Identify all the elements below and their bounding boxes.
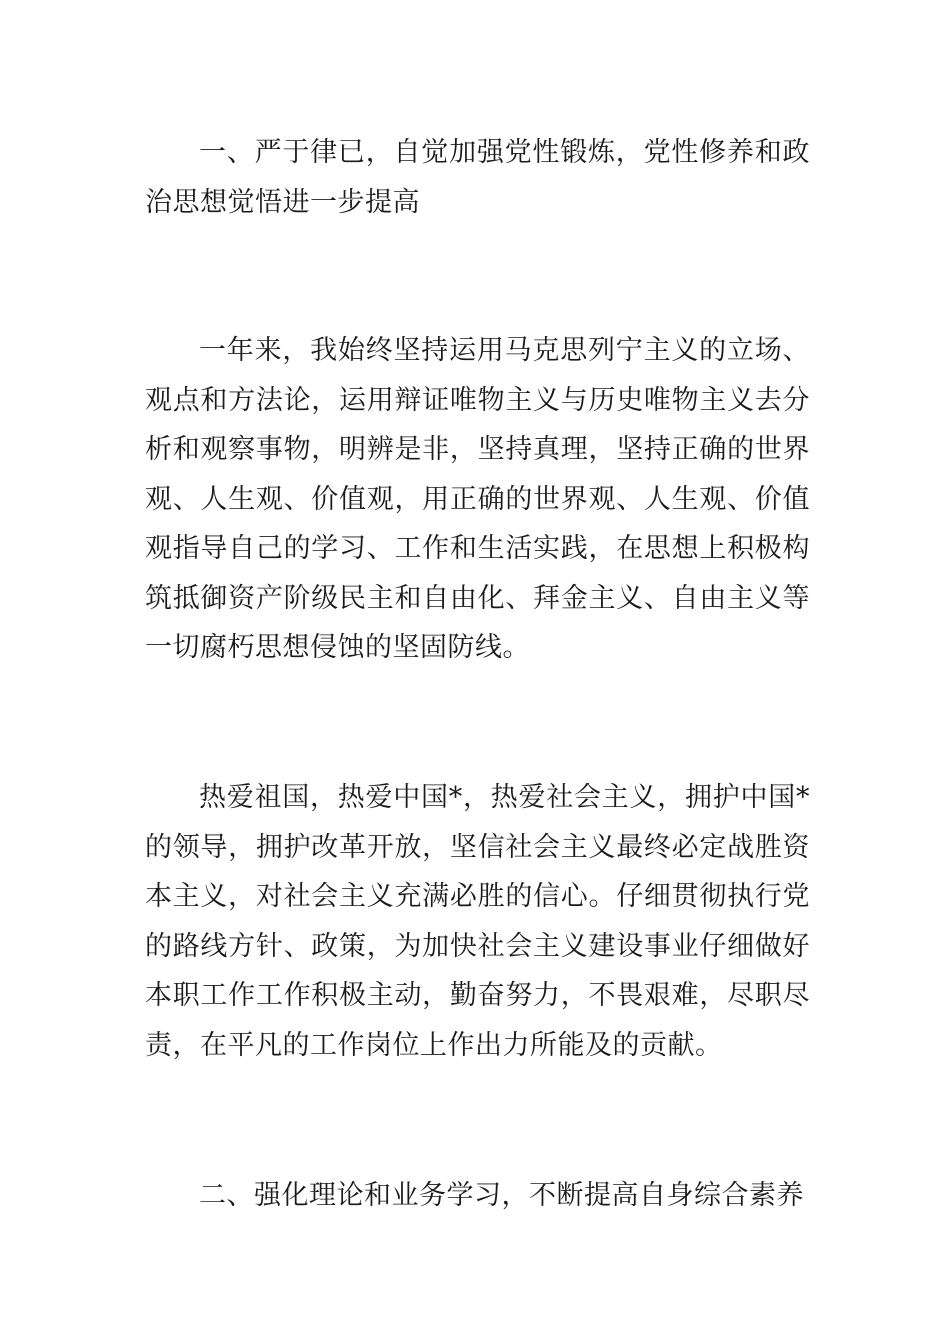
body-paragraph-1: 一年来，我始终坚持运用马克思列宁主义的立场、观点和方法论，运用辩证唯物主义与历史唯物主义去分析和观察事物，明辨是非，坚持真理，坚持正确的世界观、人生观、价值观，用正确的世界观、人生观、价值观指导自己的学习、工作和生活实践，在思想上积极构筑抵御资产阶级民主和自由化、拜金主义、自由主义等一切腐朽思想侵蚀的坚固防线。 xyxy=(145,335,810,663)
body-paragraph-2: 热爱祖国，热爱中国*，热爱社会主义，拥护中国*的领导，拥护改革开放，坚信社会主义最终必定战胜资本主义，对社会主义充满必胜的信心。仔细贯彻执行党的路线方针、政策，为加快社会主义建设事业仔细做好本职工作工作积极主动，勤奋努力，不畏艰难，尽职尽责，在平凡的工作岗位上作出力所能及的贡献。 xyxy=(145,782,810,1061)
section-heading-1: 一、严于律已，自觉加强党性锻炼，党性修养和政治思想觉悟进一步提高 xyxy=(145,137,810,218)
section-heading-2: 二、强化理论和业务学习，不断提高自身综合素养 xyxy=(199,1180,804,1211)
